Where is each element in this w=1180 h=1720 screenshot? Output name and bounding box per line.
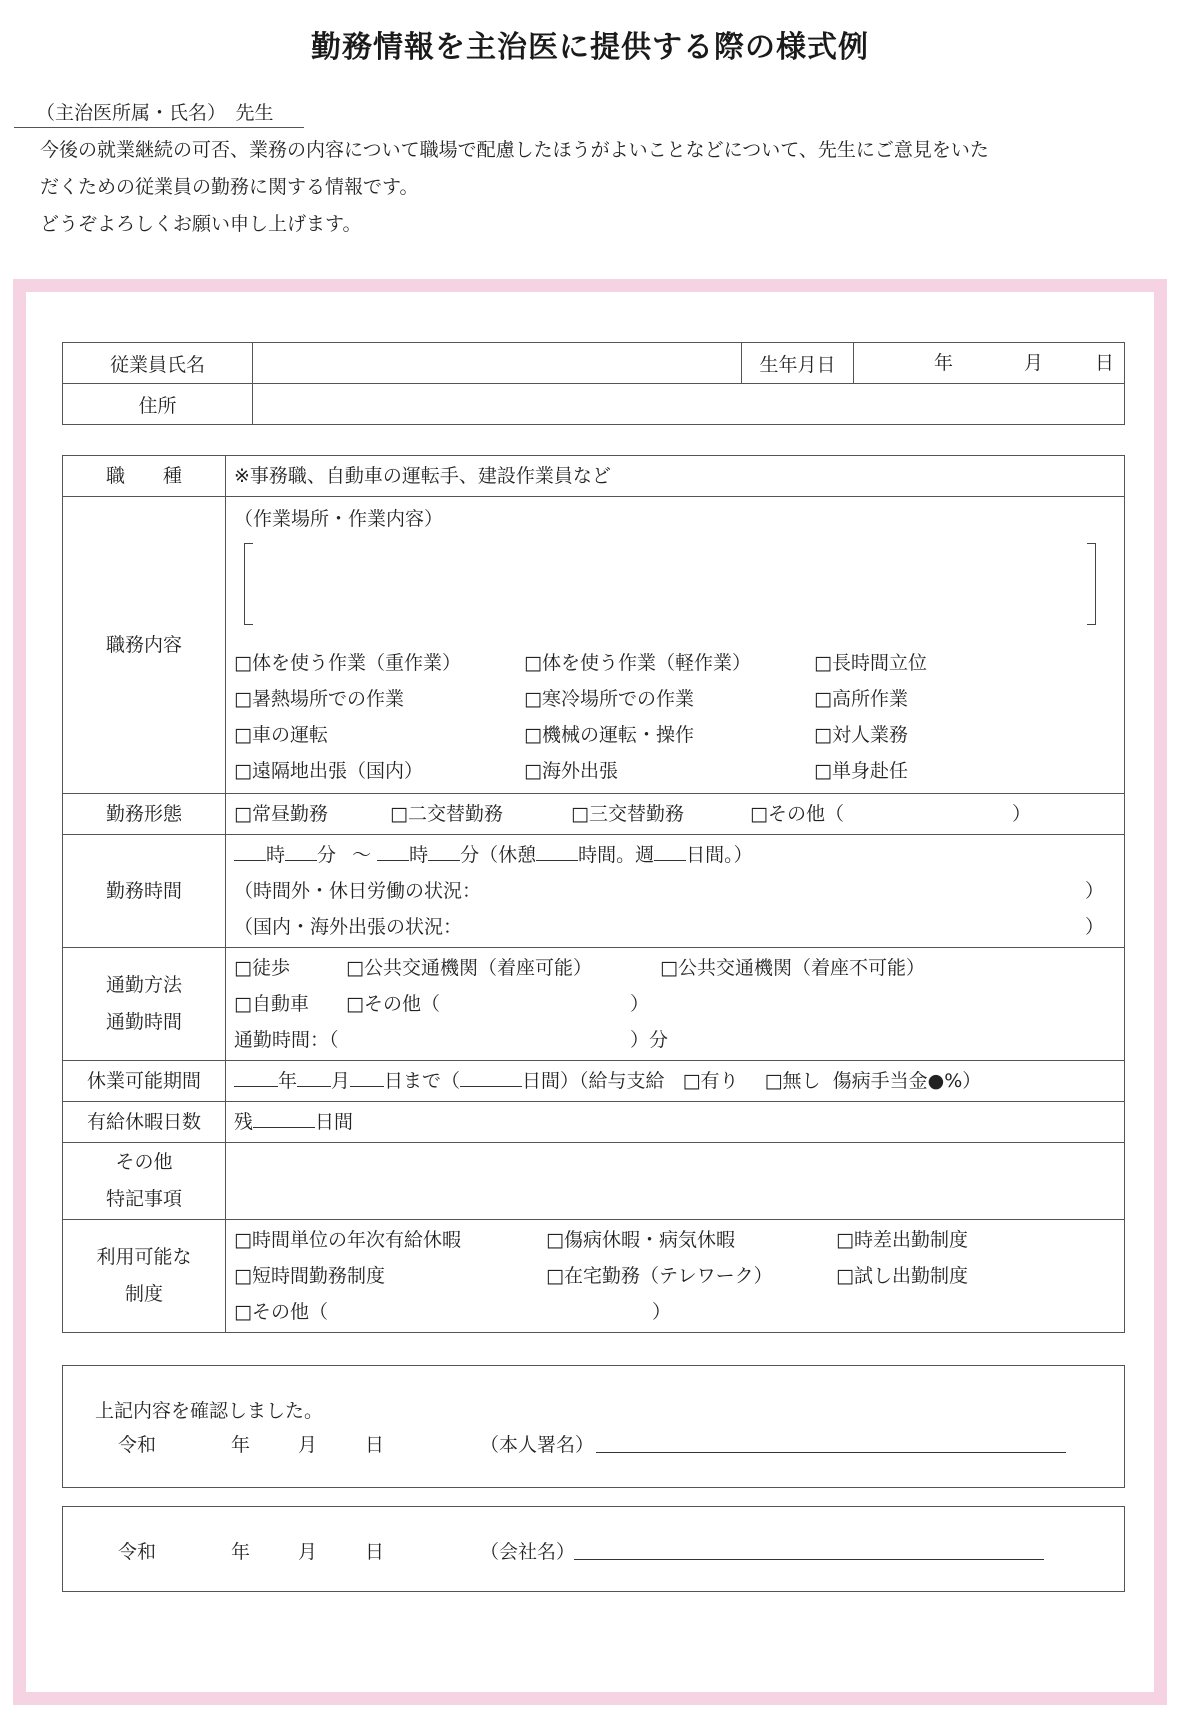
address-field[interactable] [253, 384, 1125, 425]
job-type-field[interactable] [226, 456, 1125, 497]
pay-no-checkbox: □無し [764, 1070, 821, 1092]
overtime-line[interactable]: （時間外・休日労働の状況： ） [234, 880, 1104, 902]
other-notes-field[interactable] [226, 1143, 1125, 1220]
birthdate-label: 生年月日 [742, 343, 854, 384]
duty-checkbox[interactable]: □体を使う作業（重作業） [234, 652, 461, 674]
system-checkbox[interactable]: □在宅勤務（テレワーク） [546, 1265, 773, 1287]
commute-label: 通勤方法 通勤時間 [63, 948, 226, 1061]
duties-options [234, 645, 1116, 789]
work-style-close: ） [1012, 803, 1032, 825]
paid-leave-field[interactable]: 残 日間 [226, 1102, 1125, 1143]
duty-checkbox[interactable]: □海外出張 [524, 760, 618, 782]
duty-checkbox[interactable]: □長時間立位 [814, 652, 927, 674]
left-bracket [244, 543, 253, 625]
commute-other[interactable]: □その他（ [346, 993, 440, 1015]
intro-line: だくための従業員の勤務に関する情報です。 [40, 176, 419, 198]
duty-checkbox[interactable]: □高所作業 [814, 688, 908, 710]
birth-month-unit: 月 [1024, 352, 1044, 374]
address-label: 住所 [63, 384, 253, 425]
page-title: 勤務情報を主治医に提供する際の様式例 [311, 30, 869, 65]
birthdate-field[interactable] [854, 343, 1125, 384]
duty-checkbox[interactable]: □体を使う作業（軽作業） [524, 652, 751, 674]
job-type-label: 職 種 [63, 456, 226, 497]
job-type-note: ※事務職、自動車の運転手、建設作業員など [234, 465, 611, 487]
confirmation-box [62, 1365, 1125, 1488]
intro-text [40, 132, 1170, 243]
company-box [62, 1506, 1125, 1592]
signature-line [596, 1430, 1066, 1453]
confirmation-text: 上記内容を確認しました。 [95, 1400, 324, 1422]
commute-time-line[interactable]: 通勤時間：（ ）分 [234, 1029, 669, 1051]
work-style-option[interactable]: □三交替勤務 [571, 803, 684, 825]
work-hours-label: 勤務時間 [63, 835, 226, 948]
commute-transit-seat[interactable]: □公共交通機関（着座可能） [346, 957, 592, 979]
work-style-option[interactable]: □二交替勤務 [390, 803, 503, 825]
employee-name-label: 従業員氏名 [63, 343, 253, 384]
signature-label: （本人署名） [480, 1434, 595, 1456]
duties-label: 職務内容 [63, 497, 226, 794]
leave-period-label: 休業可能期間 [63, 1061, 226, 1102]
duties-field [226, 497, 1125, 794]
intro-line: どうぞよろしくお願い申し上げます。 [40, 213, 362, 235]
system-checkbox[interactable]: □短時間勤務制度 [234, 1265, 385, 1287]
employee-table [62, 342, 1125, 425]
business-trip-line[interactable]: （国内・海外出張の状況： ） [234, 916, 1104, 938]
company-name-label: （会社名） [480, 1541, 576, 1563]
commute-transit-noseat[interactable]: □公共交通機関（着座不可能） [660, 957, 925, 979]
duty-checkbox[interactable]: □寒冷場所での作業 [524, 688, 694, 710]
birth-day-unit: 日 [1094, 352, 1114, 374]
duty-checkbox[interactable]: □遠隔地出張（国内） [234, 760, 423, 782]
systems-label: 利用可能な 制度 [63, 1220, 226, 1333]
paid-leave-label: 有給休暇日数 [63, 1102, 226, 1143]
work-info-table [62, 455, 1125, 1333]
work-style-field [226, 794, 1125, 835]
work-style-option[interactable]: □その他（ [750, 803, 844, 825]
work-style-label: 勤務形態 [63, 794, 226, 835]
confirmation-date-line[interactable]: 令和 年 月 日 （本人署名） [118, 1430, 1118, 1460]
leave-period-line[interactable]: 年 月 日まで（ 日間）（給与支給 □有り □無し 傷病手当金●%） [234, 1063, 1116, 1099]
employee-name-field[interactable] [253, 343, 742, 384]
right-bracket [1087, 543, 1096, 625]
duties-heading: （作業場所・作業内容） [234, 508, 444, 530]
company-line[interactable]: 令和 年 月 日 （会社名） [118, 1537, 1118, 1567]
intro-line: 今後の就業継続の可否、業務の内容について職場で配慮したほうがよいことなどについて、先生にご意見をいた [40, 139, 989, 161]
work-hours-line[interactable]: 時 分 ～ 時 分（休憩 時間。週 日間。） [234, 837, 1116, 873]
work-hours-field [226, 835, 1125, 948]
commute-car[interactable]: □自動車 [234, 993, 309, 1015]
commute-field: □徒歩 □公共交通機関（着座可能） □公共交通機関（着座不可能） □自動車 □その他（ ） 通勤時間：（ ）分 [226, 948, 1125, 1061]
commute-walk[interactable]: □徒歩 [234, 957, 290, 979]
system-other-checkbox[interactable]: □その他（ [234, 1301, 328, 1323]
duty-checkbox[interactable]: □対人業務 [814, 724, 908, 746]
other-notes-label: その他 特記事項 [63, 1143, 226, 1220]
system-checkbox[interactable]: □試し出勤制度 [836, 1265, 968, 1287]
system-checkbox[interactable]: □時間単位の年次有給休暇 [234, 1229, 461, 1251]
duty-checkbox[interactable]: □機械の運転・操作 [524, 724, 694, 746]
systems-field: □時間単位の年次有給休暇 □傷病休暇・病気休暇 □時差出勤制度 □短時間勤務制度 □在宅勤務（テレワーク） □試し出勤制度 □その他（ ） [226, 1220, 1125, 1333]
addressee-line[interactable]: （主治医所属・氏名） 先生 [14, 98, 304, 128]
duty-checkbox[interactable]: □単身赴任 [814, 760, 908, 782]
duty-checkbox[interactable]: □車の運転 [234, 724, 328, 746]
work-style-option[interactable]: □常昼勤務 [234, 803, 328, 825]
company-name-line [574, 1537, 1044, 1560]
pay-yes-checkbox: □有り [682, 1070, 739, 1092]
system-checkbox[interactable]: □時差出勤制度 [836, 1229, 968, 1251]
system-checkbox[interactable]: □傷病休暇・病気休暇 [546, 1229, 735, 1251]
duties-bracket-area[interactable] [244, 543, 1096, 625]
duty-checkbox[interactable]: □暑熱場所での作業 [234, 688, 404, 710]
sickness-allowance: 傷病手当金●%） [832, 1070, 982, 1092]
birth-year-unit: 年 [934, 352, 954, 374]
leave-period-field [226, 1061, 1125, 1102]
